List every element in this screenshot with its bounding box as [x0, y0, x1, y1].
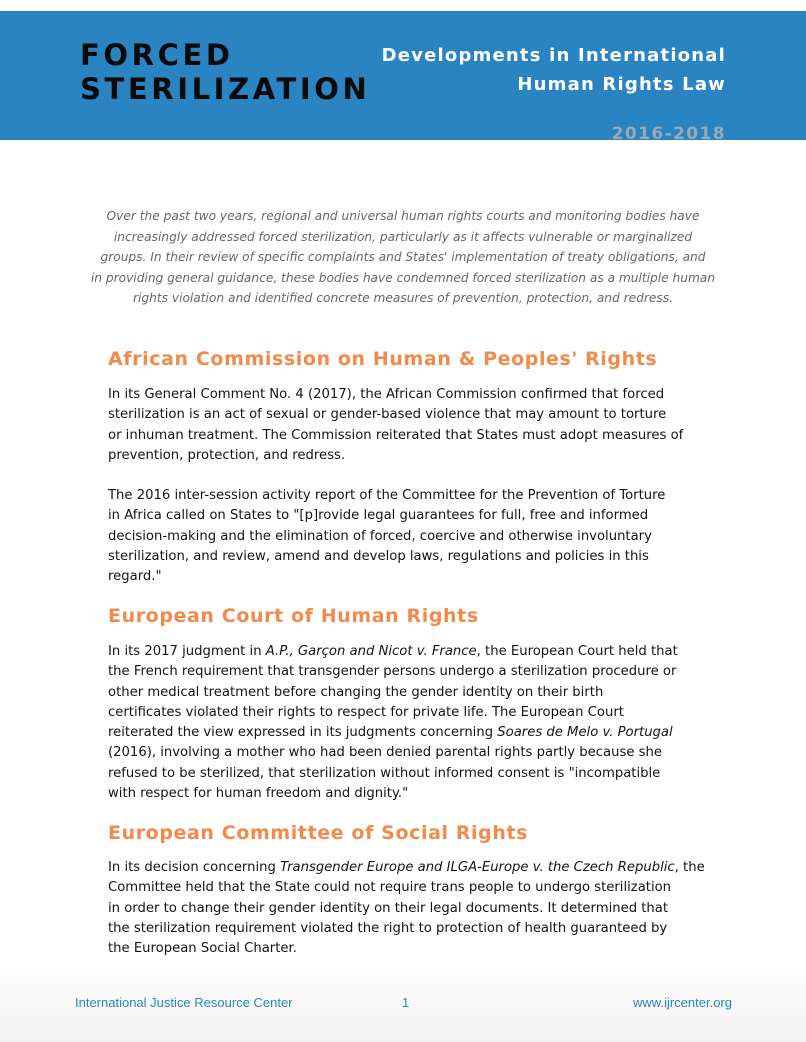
title-line-2: STERILIZATION	[80, 72, 371, 106]
intro-line: in providing general guidance, these bodies have condemned forced sterilization as a multiple human	[90, 270, 716, 285]
text-run: reiterated the view expressed in its judgments concerning	[108, 725, 498, 741]
social-rights-committee-paragraph	[108, 858, 705, 959]
paragraph-line	[108, 858, 705, 878]
social-rights-committee-heading: European Committee of Social Rights	[108, 822, 529, 844]
page-number: 1	[402, 995, 410, 1010]
paragraph-line: in Africa called on States to "[p]rovide legal guarantees for full, free and informed	[108, 508, 649, 524]
paragraph-line: sterilization, and review, amend and develop laws, regulations and policies in this	[108, 548, 649, 564]
european-court-paragraph	[108, 642, 698, 804]
paragraph-line	[108, 642, 698, 662]
footer-website-link[interactable]: www.ijrcenter.org	[633, 995, 732, 1010]
african-commission-heading: African Commission on Human & Peoples' Rights	[108, 348, 658, 370]
paragraph-line	[108, 723, 698, 743]
text-run: , the European Court held that	[476, 644, 678, 659]
paragraph-line: In its General Comment No. 4 (2017), the African Commission confirmed that forced	[108, 387, 665, 402]
paragraph-line: prevention, protection, and redress.	[108, 447, 346, 463]
footer-organization: International Justice Resource Center	[75, 995, 293, 1010]
document-subtitle	[382, 41, 726, 99]
case-name: Soares de Melo v. Portugal	[497, 725, 673, 741]
paragraph-line: other medical treatment before changing the gender identity on their birth	[108, 684, 604, 700]
document-title	[80, 38, 370, 106]
paragraph-line: with respect for human freedom and dignity."	[108, 786, 409, 802]
text-run: , the	[674, 860, 705, 875]
paragraph-line: certificates violated their rights to respect for private life. The European Court	[108, 704, 624, 720]
paragraph-line: The 2016 inter-session activity report of the Committee for the Prevention of Torture	[108, 488, 666, 503]
paragraph-line: sterilization is an act of sexual or gender-based violence that may amount to torture	[108, 407, 667, 423]
header-banner	[0, 11, 806, 144]
case-name: Transgender Europe and ILGA-Europe v. the Czech Republic	[280, 860, 675, 875]
paragraph-line: (2016), involving a mother who had been denied parental rights partly because she	[108, 745, 662, 761]
african-commission-paragraph-1	[108, 385, 698, 466]
paragraph-line: the sterilization requirement violated the right to protection of health guaranteed by	[108, 920, 668, 936]
subtitle-line-1: Developments in International	[381, 45, 726, 66]
african-commission-paragraph-2	[108, 486, 698, 587]
intro-line: rights violation and identified concrete measures of prevention, protection, and redress.	[133, 291, 673, 305]
paragraph-line: refused to be sterilized, that sterilization without informed consent is "incompatible	[108, 765, 661, 781]
intro-line: Over the past two years, regional and universal human rights courts and monitoring bodies have	[106, 209, 700, 223]
paragraph-line: or inhuman treatment. The Commission reiterated that States must adopt measures of	[108, 427, 684, 443]
paragraph-line: Committee held that the State could not require trans people to undergo sterilization	[108, 880, 672, 896]
subtitle-line-2: Human Rights Law	[517, 74, 726, 95]
paragraph-line: decision-making and the elimination of forced, coercive and otherwise involuntary	[108, 528, 652, 544]
paragraph-line: the European Social Charter.	[108, 941, 297, 957]
text-run: In its decision concerning	[108, 860, 281, 875]
year-range: 2016-2018	[611, 124, 726, 144]
case-name: A.P., Garçon and Nicot v. France	[265, 644, 477, 659]
intro-line: increasingly addressed forced sterilization, particularly as it affects vulnerable or marginalized	[113, 229, 693, 244]
title-line-1: FORCED	[80, 38, 234, 72]
intro-paragraph	[76, 206, 730, 309]
paragraph-line: in order to change their gender identity on their legal documents. It determined that	[108, 900, 669, 916]
european-court-heading: European Court of Human Rights	[108, 605, 479, 627]
text-run: In its 2017 judgment in	[108, 644, 266, 659]
paragraph-line: the French requirement that transgender persons undergo a sterilization procedure or	[108, 664, 677, 680]
intro-line: groups. In their review of specific complaints and States' implementation of treaty obligations, and	[100, 250, 706, 264]
paragraph-line: regard."	[108, 569, 162, 585]
